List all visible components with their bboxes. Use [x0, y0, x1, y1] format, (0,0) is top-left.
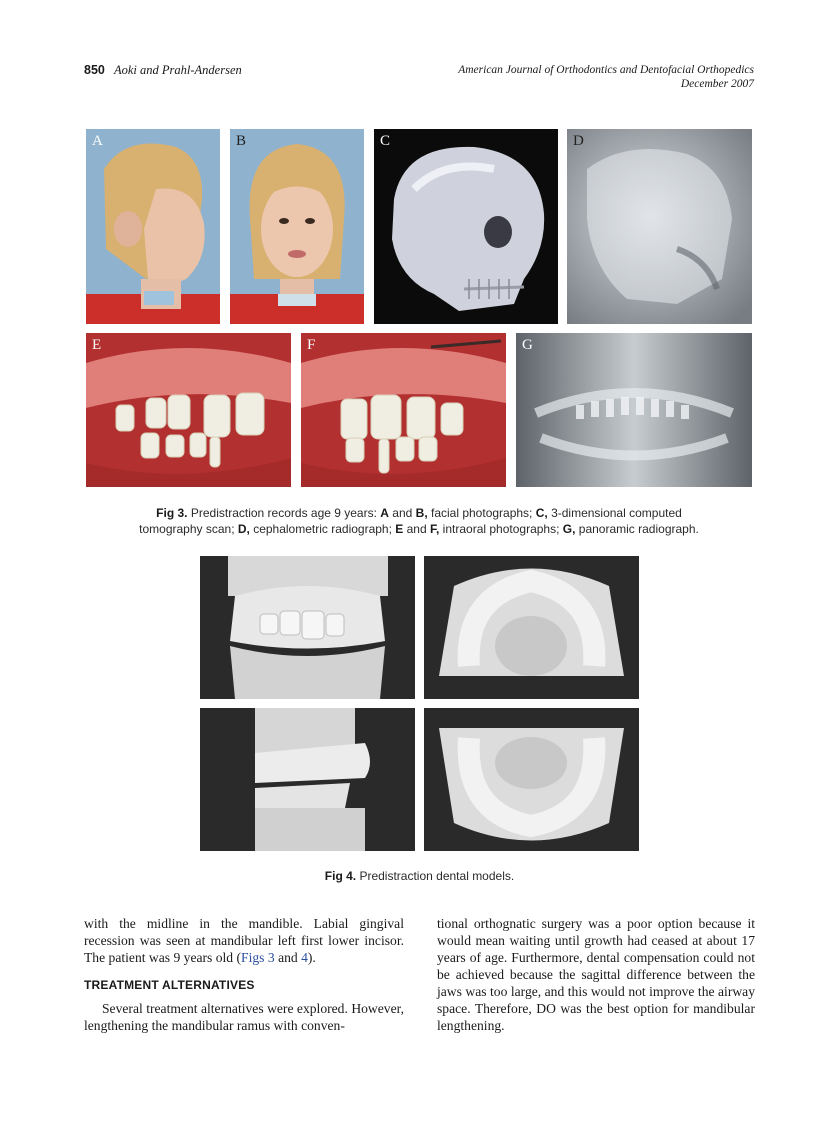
- fig3-caption-run: Predistraction records age 9 years:: [187, 506, 381, 520]
- fig3-caption: [130, 505, 708, 537]
- section-heading-treatment-alternatives: TREATMENT ALTERNATIVES: [84, 978, 255, 992]
- fig3-caption-label: Fig 3.: [156, 506, 188, 520]
- running-header-left: [84, 63, 242, 78]
- fig3-caption-run: cephalometric radiograph;: [249, 522, 396, 536]
- fig3-caption-run: intraoral photographs;: [439, 522, 563, 536]
- fig3-caption-run: 3-dimensional computed tomography scan;: [139, 506, 682, 536]
- fig3-caption-run: G,: [562, 522, 576, 536]
- fig3-caption-run: panoramic radiograph.: [575, 522, 699, 536]
- fig3-label-f: F: [307, 337, 316, 353]
- fig3-panel-g-panoramic-radiograph: [516, 333, 752, 487]
- fig3-panel-e-intraoral-photo: [86, 333, 291, 487]
- fig3-caption-run: facial photographs;: [427, 506, 536, 520]
- fig3-caption-run: and: [403, 522, 430, 536]
- fig3-label-c: C: [380, 133, 391, 149]
- fig3-label-e: E: [92, 337, 102, 353]
- fig3-panel-f-intraoral-photo: [301, 333, 506, 487]
- journal-title: American Journal of Orthodontics and Dentofacial Orthopedics: [458, 64, 754, 76]
- fig3-panel-b-frontal-photo: [230, 129, 364, 324]
- figs-3-link[interactable]: Figs 3: [241, 950, 275, 965]
- fig4-caption: [200, 868, 639, 884]
- fig4-caption-text: Predistraction dental models.: [356, 869, 515, 883]
- fig3-caption-run: E: [395, 522, 404, 536]
- body-left-column: [84, 915, 404, 1034]
- fig4-caption-label: Fig 4.: [324, 869, 357, 883]
- page-number: 850: [84, 63, 105, 77]
- fig3-caption-run: and: [388, 506, 416, 520]
- fig3-panel-a-profile-photo: [86, 129, 220, 324]
- fig4-model-frontal: [200, 556, 415, 699]
- fig3-caption-run: A: [380, 506, 389, 520]
- running-header-right: [334, 63, 754, 91]
- fig3-label-d: D: [573, 133, 584, 149]
- fig3-caption-run: F,: [430, 522, 440, 536]
- fig3-caption-run: B,: [415, 506, 428, 520]
- fig4-model-lateral: [200, 708, 415, 851]
- fig4-model-maxillary-occlusal: [424, 556, 639, 699]
- issue-date: December 2007: [680, 78, 754, 90]
- fig3-label-g: G: [522, 337, 533, 353]
- paragraph-right-1: tional orthognatic surgery was a poor option because it would mean waiting until growth had ceased at about 17 years of age. Furthermore, dental compensation could not be achieved because the sagittal difference between the jaws was too large, and this would not improve the airway space. Therefore, DO was the best option for mandibular lengthening.: [437, 916, 755, 1033]
- fig-4-link[interactable]: 4: [301, 950, 308, 965]
- fig3-label-b: B: [236, 133, 247, 149]
- fig3-caption-run: C,: [535, 506, 548, 520]
- running-authors: Aoki and Prahl-Andersen: [113, 63, 242, 77]
- fig3-caption-run: D,: [237, 522, 250, 536]
- paragraph-left-2: Several treatment alternatives were explored. However, lengthening the mandibular ramus with conven-: [84, 1001, 404, 1033]
- paragraph-left-1: with the midline in the mandible. Labial gingival recession was seen at mandibular left first lower incisor. The patient was 9 years old (Figs 3 and 4).: [84, 916, 404, 965]
- fig3-panel-d-cephalometric-radiograph: [567, 129, 752, 324]
- fig3-label-a: A: [92, 133, 103, 149]
- body-right-column: [437, 915, 755, 1034]
- fig3-panel-c-ct-scan: [374, 129, 558, 324]
- fig4-model-mandibular-occlusal: [424, 708, 639, 851]
